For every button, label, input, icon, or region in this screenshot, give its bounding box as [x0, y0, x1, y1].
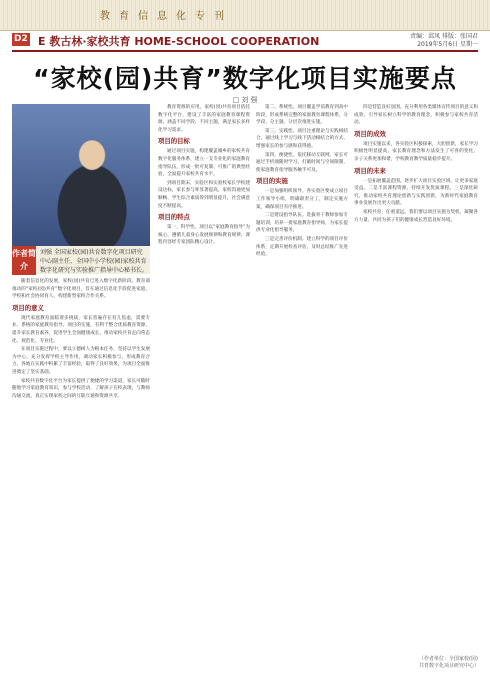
section-heading: 项目的实施 [256, 177, 288, 186]
section-heading: 项目的目标 [158, 137, 190, 146]
paragraph: 通过项目实施，构建覆盖城乡的家校共育数字化服务体系，建立一支专业化的家庭教育指导队伍，形成一批可复制、可推广的典型经验，全面提升家校共育水平。 [158, 149, 250, 178]
paragraph: 三是完善评价机制。建立科学的项目评价体系，定期开展检查评估，及时总结推广先进经验。 [256, 236, 348, 258]
page-meta [410, 33, 478, 49]
header-rule [12, 50, 478, 52]
paragraph: 一是加强组织领导。各实验区要成立项目工作领导小组，明确职责分工，制定实施方案，确保项目有序推进。 [256, 189, 348, 210]
article-column-1 [12, 278, 150, 686]
author-bio [12, 246, 150, 274]
paragraph: 第二，系统性。项目覆盖学前教育到高中阶段，形成系统完整的家庭教育课程体系，分学段、分主题、分层次推进实施。 [256, 105, 348, 126]
paragraph: 现代家庭教育面临诸多挑战，家长普遍存在育儿焦虑，需要专业、系统的家庭教育指导。项目的实施，有利于整合优质教育资源，提升家长教育素养，促进学生全面健康成长，推动家校共育走向常态化、规范化、专业化。 [12, 315, 150, 344]
section-heading: 项目的未来 [354, 166, 386, 175]
paragraph: 四是营造良好氛围。充分利用各类媒体宣传项目的意义和成效，引导家长树立科学的教育理念，积极参与家校共育活动。 [354, 105, 478, 126]
page-header [12, 33, 478, 49]
paragraph: 项目实施以来，各实验区积极探索，大胆创新，家长学习积极性明显提高，家长教育理念和方法发生了可喜的变化，亲子关系更加和谐，学校教育教学质量稳步提升。 [354, 141, 478, 162]
paragraph: 到项目期末，实验区和实验校家长学校建设达标，家长参与率显著提高，家校沟通更加顺畅，学生综合素质得到明显提升，社会满意度不断提高。 [158, 180, 250, 209]
author-photo [12, 104, 150, 246]
edition-badge: D2 [14, 34, 28, 44]
paragraph: 一是拓展覆盖范围。逐步扩大项目实验区域，让更多家庭受益。二是丰富课程资源，持续开发优质课程。三是深化研究，推动家校共育理论创新与实践创新，为新时代家庭教育事业发展作出更大贡献。 [354, 178, 478, 207]
banner-text: 教育信息化专刊 [100, 11, 233, 22]
article-column-2 [158, 104, 250, 686]
bio-tag: 作者简介 [12, 246, 36, 275]
article-headline: “家校(园)共育”数字化项目实施要点 [33, 64, 457, 93]
paragraph: 教育资源的应用。家校(园)共育项目依托数字化平台，建设了丰富的家庭教育课程资源，涵盖不同学段、不同主题，满足家长多样化学习需求。 [158, 105, 250, 133]
paragraph: 第四，便捷性。依托移动互联网，家长可通过手机端随时学习，打破时间与空间限制，使家庭教育指导服务触手可及。 [256, 152, 348, 173]
editor-line: 责编：邱凤 排版：张国君 [410, 33, 478, 40]
section-heading: 项目的特点 [158, 213, 190, 222]
paragraph: 在项目实施过程中，要以立德树人为根本任务，坚持以学生发展为中心，充分发挥学校主导作用，调动家长积极参与，形成教育合力。各地在实践中积累了丰富经验，取得了良好效果，为项目全面推进奠定了坚实基础。 [12, 347, 150, 375]
section-heading: 项目的成效 [354, 129, 386, 138]
author-affiliation: （作者单位：全国家校(园)共育数字化项目研究中心） [419, 656, 480, 669]
section-heading: 项目的意义 [12, 303, 44, 312]
paragraph: 二是建设指导队伍。选拔骨干教师参加专题培训，培养一批家庭教育指导师，为家长提供专业化指导服务。 [256, 213, 348, 234]
paragraph: 家校共育数字化平台为家长提供了便捷的学习渠道，家长可随时随地学习家庭教育知识，参与学校活动，了解孩子在校表现，与教师沟通交流，真正实现家校之间的互联互通和资源共享。 [12, 378, 150, 399]
article-byline: □ 刘 强 [232, 96, 258, 104]
paragraph: 随着信息化的发展，家校(园)共育已进入数字化新阶段。教育部推动的“家校(园)共育”数字化项目，旨在通过信息化手段促进家庭、学校和社会协同育人，构建新型家校合作关系。 [12, 279, 150, 300]
article-column-4 [354, 104, 478, 686]
paragraph: 第三，实践性。项目注重理论与实践相结合，通过线上学习与线下活动相结合的方式，增强家长的参与感和获得感。 [256, 128, 348, 149]
bio-text: 刘强 全国家校(园)共育数字化项目研究中心副主任、全国中小学校(园)家校共育数字化研究与实验推广指导中心秘书长。 [40, 249, 149, 274]
masthead-title: E 教古林·家校共育 HOME-SCHOOL COOPERATION [38, 35, 320, 48]
paragraph: 家校共育，任重道远。我们要以项目实施为契机，凝聚各方力量，共同为孩子们的健康成长营造良好环境。 [354, 209, 478, 223]
date-line: 2019年5月6日 星期一 [417, 41, 478, 48]
paragraph: 第一，科学性。项目以“家庭教育指导”为核心，遵循儿童身心发展规律和教育规律，课程内容经专家团队精心设计。 [158, 225, 250, 246]
article-column-3 [256, 104, 348, 686]
newspaper-banner [0, 0, 490, 31]
